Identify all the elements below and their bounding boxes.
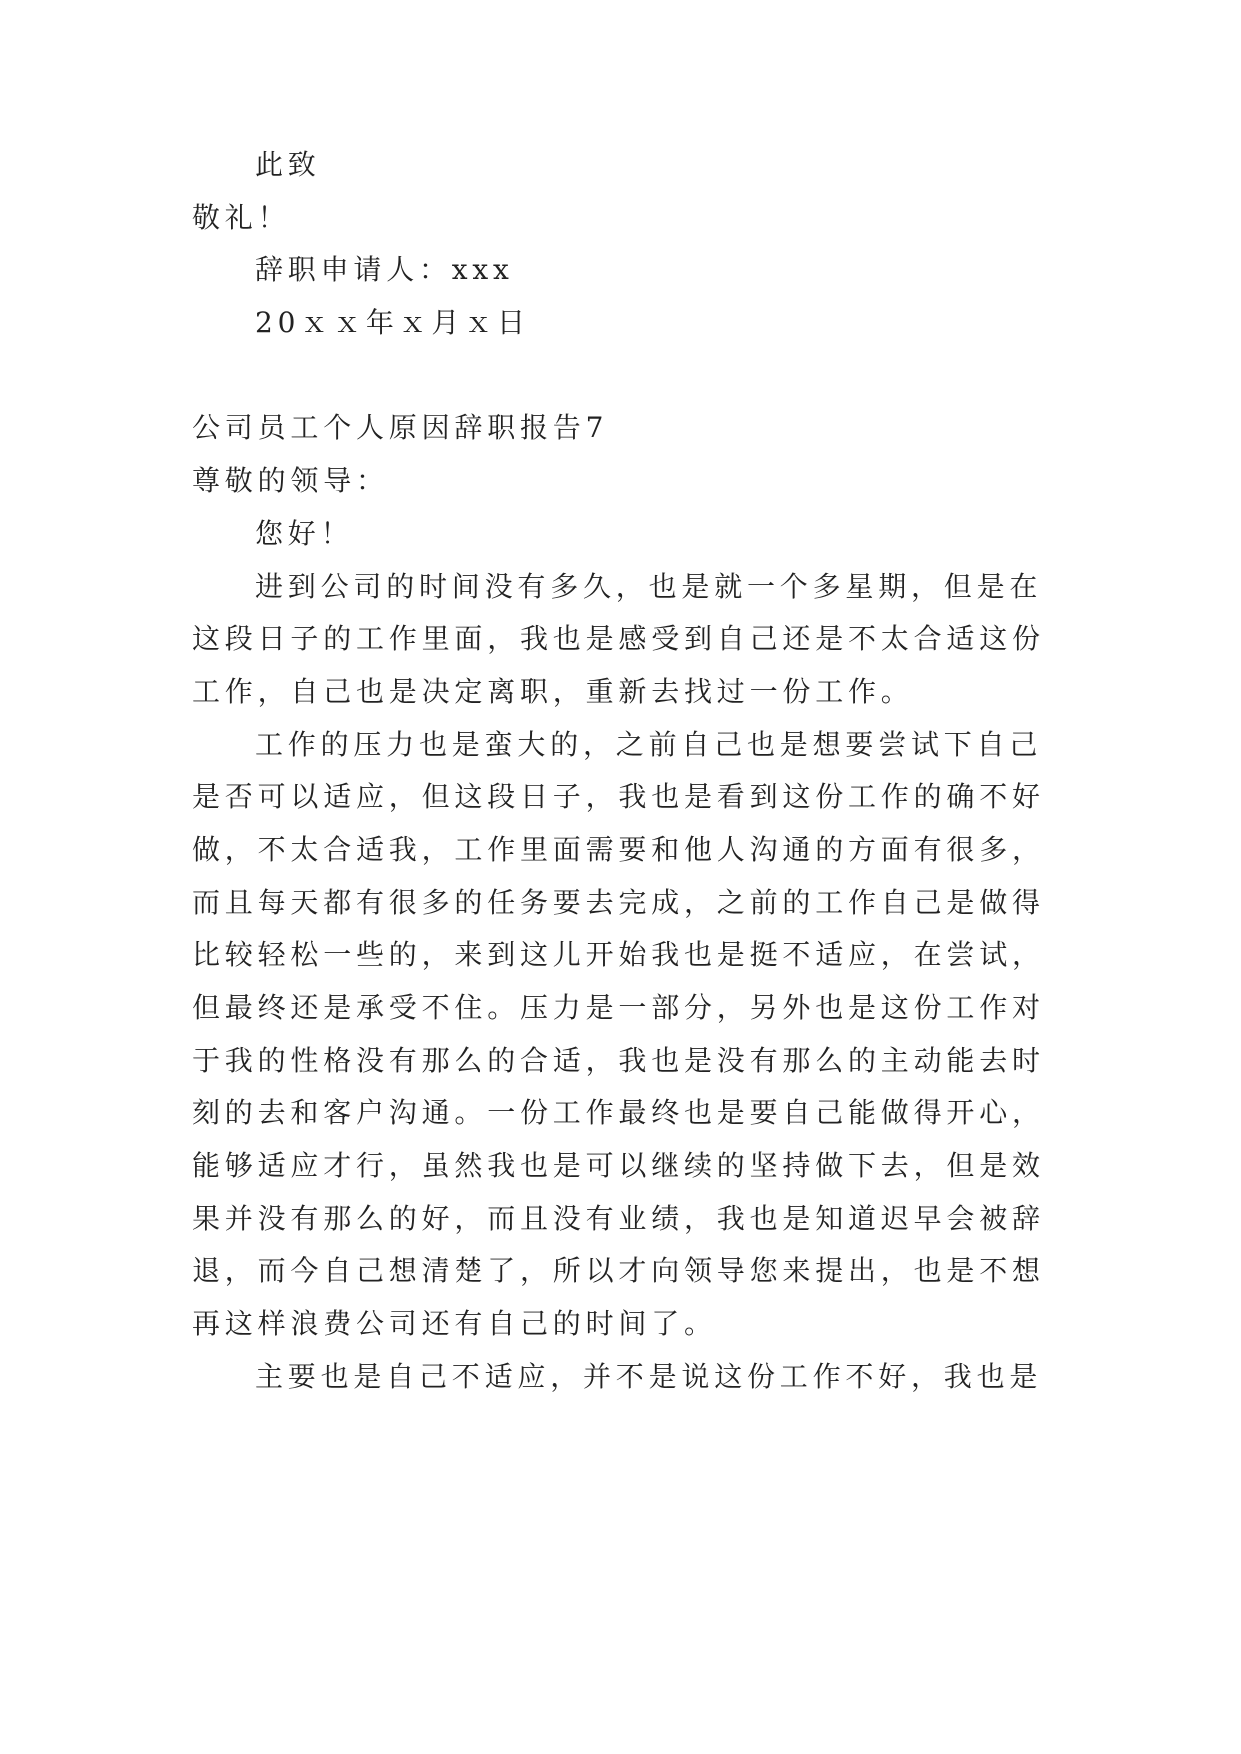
date-line: 20ｘｘ年ｘ月ｘ日 [255, 306, 530, 340]
closing-regards: 敬礼！ [192, 200, 291, 234]
applicant-signature: 辞职申请人：xxx [255, 253, 514, 287]
paragraph-line: 比较轻松一些的，来到这儿开始我也是挺不适应，在尝试， [192, 938, 1045, 972]
paragraph-line: 做，不太合适我，工作里面需要和他人沟通的方面有很多， [192, 832, 1045, 866]
paragraph [192, 561, 1092, 719]
paragraph-line: 退，而今自己想清楚了，所以才向领导您来提出，也是不想 [192, 1254, 1045, 1288]
paragraph-line: 刻的去和客户沟通。一份工作最终也是要自己能做得开心， [192, 1096, 1045, 1130]
closing-phrase: 此致 [255, 148, 321, 181]
paragraph [192, 719, 1092, 1351]
paragraph-line: 能够适应才行，虽然我也是可以继续的坚持做下去，但是效 [192, 1149, 1045, 1183]
blank-line [192, 350, 1092, 403]
section-title: 公司员工个人原因辞职报告7 [192, 411, 609, 445]
paragraph-line: 工作，自己也是决定离职，重新去找过一份工作。 [192, 674, 914, 708]
paragraph-line: 是否可以适应，但这段日子，我也是看到这份工作的确不好 [192, 780, 1045, 814]
document-body [192, 139, 1092, 1404]
paragraph-line: 再这样浪费公司还有自己的时间了。 [192, 1307, 717, 1341]
paragraph-line: 进到公司的时间没有多久，也是就一个多星期，但是在 [255, 569, 1043, 603]
paragraph-line: 而且每天都有很多的任务要去完成，之前的工作自己是做得 [192, 885, 1045, 919]
greeting: 您好！ [255, 516, 354, 550]
paragraph-line: 果并没有那么的好，而且没有业绩，我也是知道迟早会被辞 [192, 1201, 1045, 1235]
paragraph-line: 但最终还是承受不住。压力是一部分，另外也是这份工作对 [192, 991, 1045, 1024]
paragraph-line: 工作的压力也是蛮大的，之前自己也是想要尝试下自己 [255, 727, 1043, 761]
paragraph-line: 这段日子的工作里面，我也是感受到自己还是不太合适这份 [192, 622, 1045, 656]
paragraph-line: 于我的性格没有那么的合适，我也是没有那么的主动能去时 [192, 1043, 1045, 1077]
paragraph [192, 1351, 1092, 1404]
paragraph-line: 主要也是自己不适应，并不是说这份工作不好，我也是 [255, 1359, 1043, 1393]
salutation: 尊敬的领导： [192, 464, 389, 498]
